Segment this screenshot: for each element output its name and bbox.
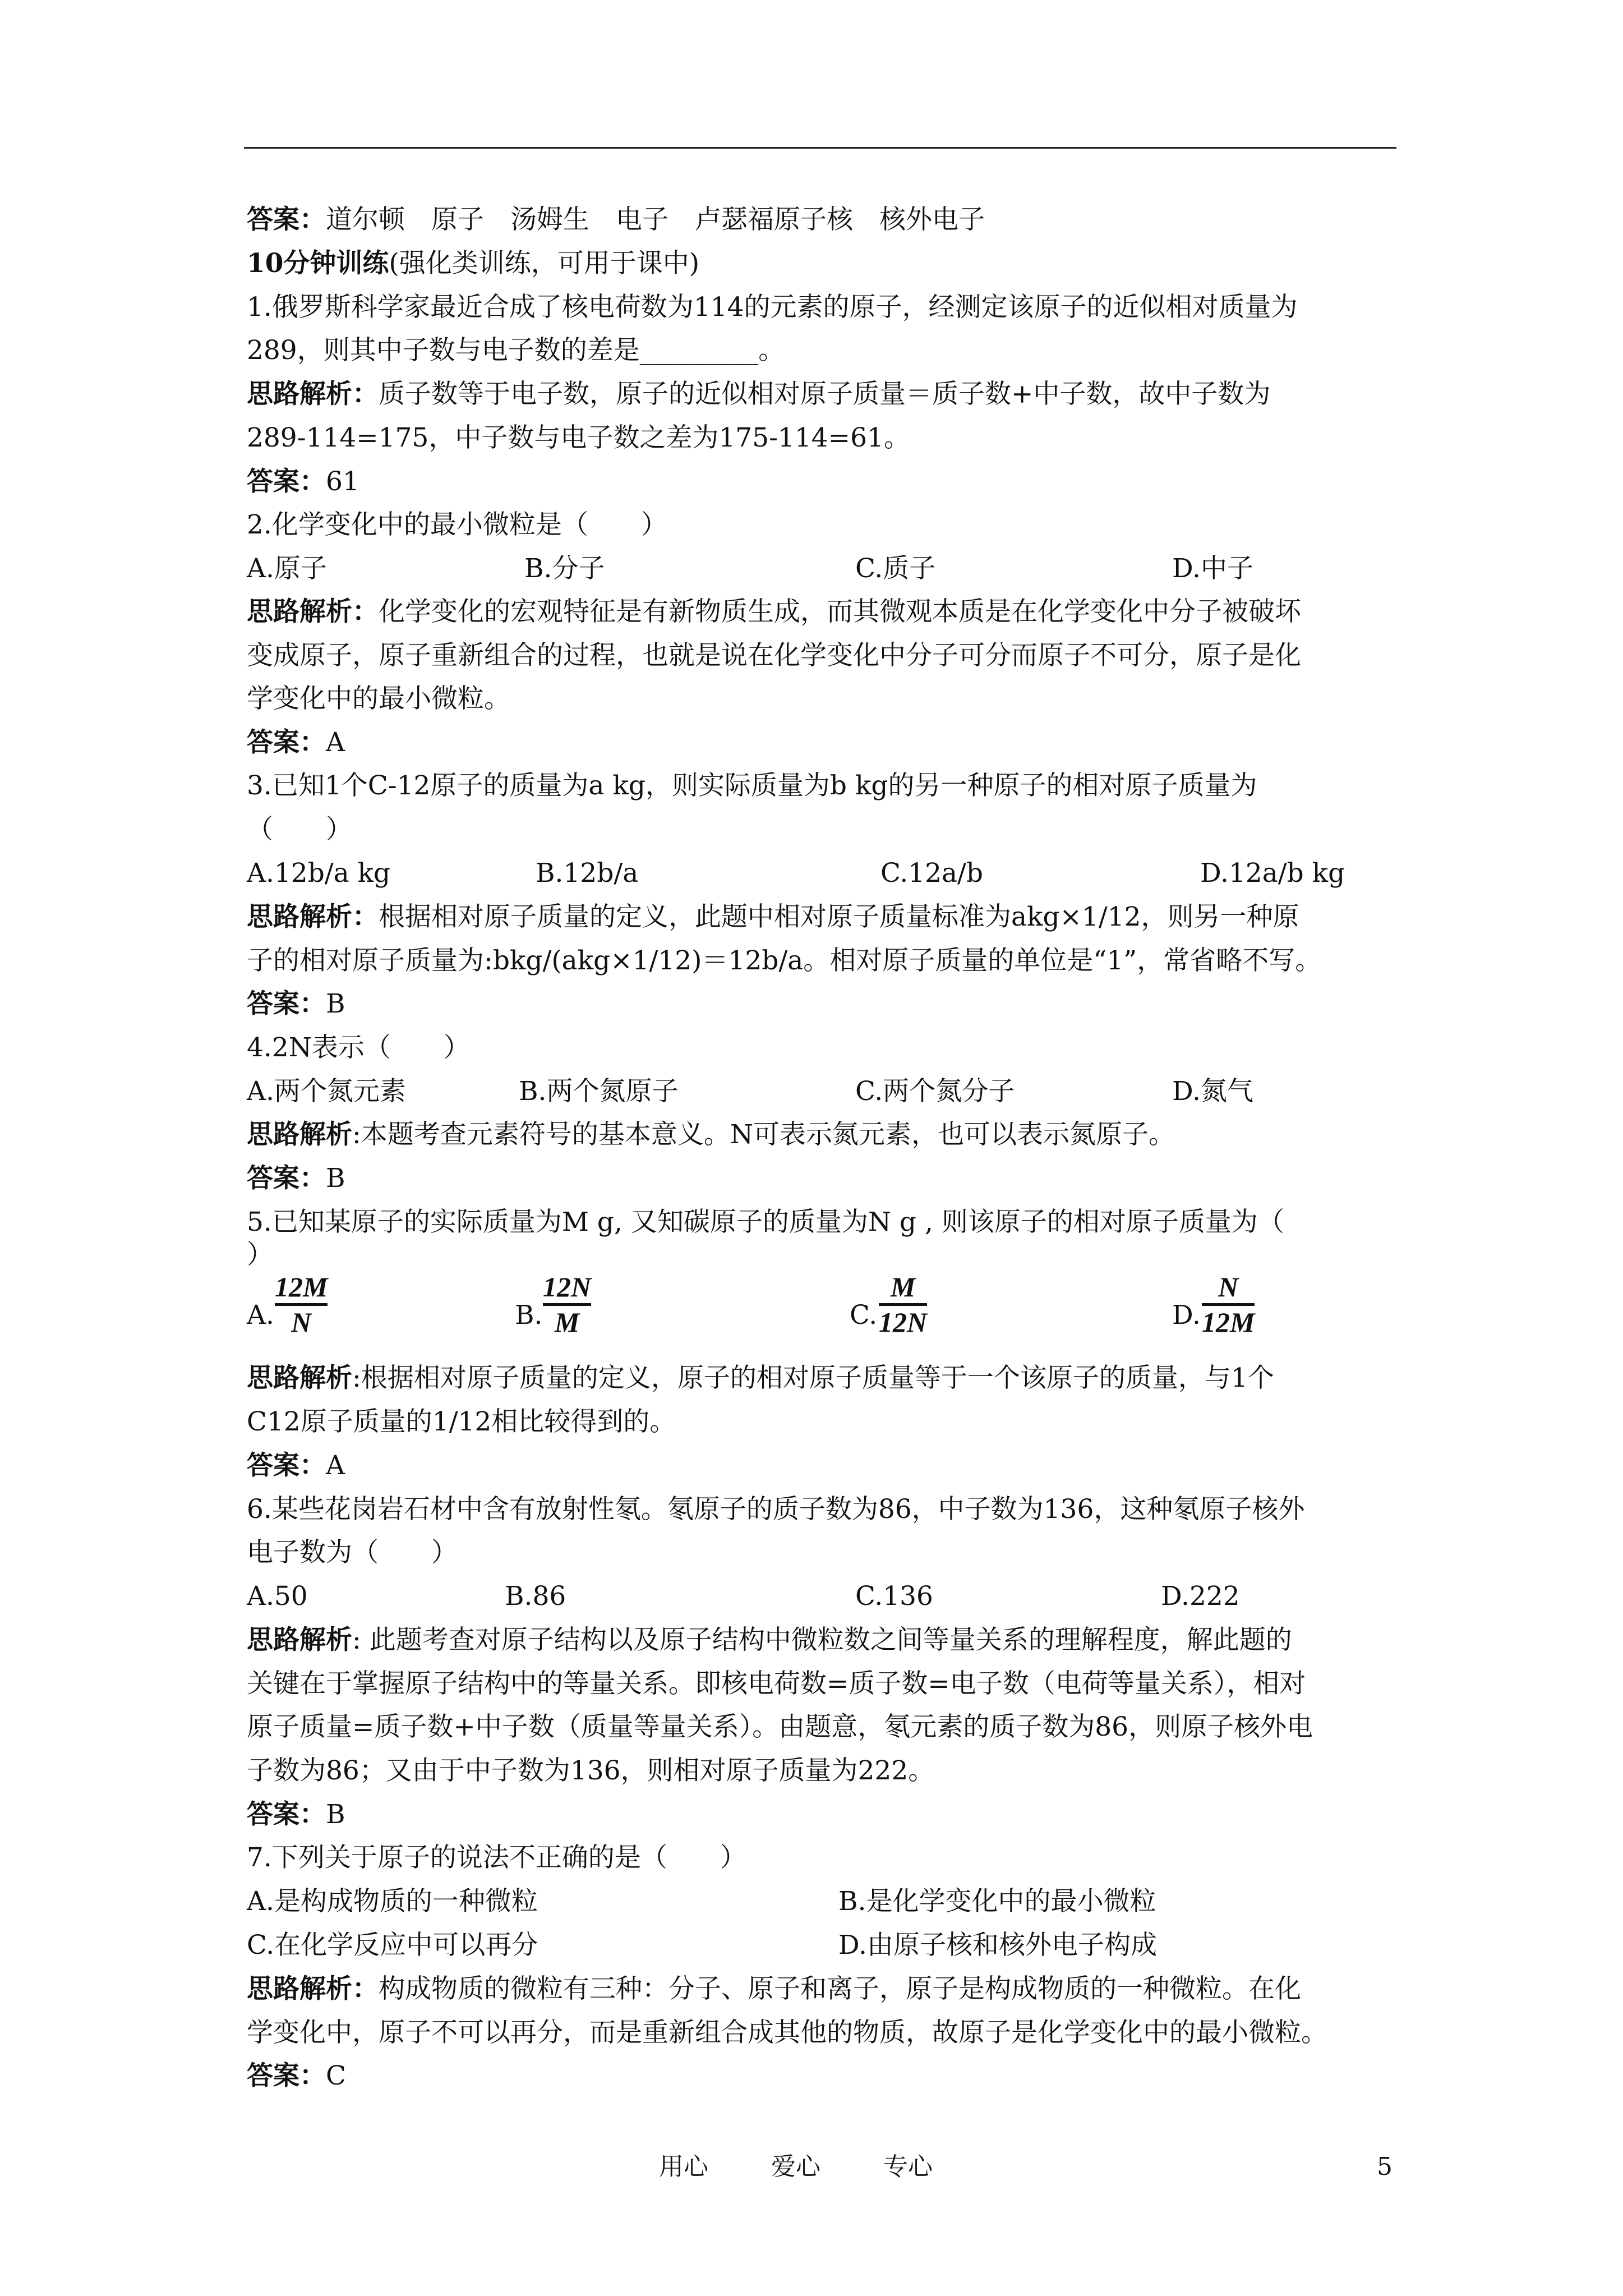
q7-option-b: B.是化学变化中的最小微粒 bbox=[838, 1886, 1156, 1917]
q2-option-c: C.质子 bbox=[855, 553, 936, 584]
q5-option-c-fraction bbox=[879, 1272, 927, 1337]
footer-word-1: 用心 bbox=[659, 2152, 708, 2181]
q3-analysis-2: 子的相对原子质量为:bkg/(akg×1/12)＝12b/a。相对原子质量的单位是“1”，常省略不写。 bbox=[247, 945, 1322, 976]
fraction-numerator: N bbox=[1218, 1271, 1239, 1303]
q7-analysis: 思路解析：构成物质的微粒有三种：分子、原子和离子，原子是构成物质的一种微粒。在化 bbox=[247, 1973, 1301, 2004]
q5-line-1: 5.已知某原子的实际质量为M g, 又知碳原子的质量为N g , 则该原子的相对原子质量为（ bbox=[247, 1207, 1284, 1237]
q1-analysis: 思路解析：质子数等于电子数，原子的近似相对原子质量＝质子数+中子数，故中子数为 bbox=[247, 379, 1271, 409]
q5-option-a-label: A. bbox=[247, 1300, 274, 1331]
q4-option-d: D.氮气 bbox=[1172, 1076, 1253, 1107]
q7-option-d: D.由原子核和核外电子构成 bbox=[838, 1930, 1157, 1961]
q3-analysis: 思路解析：根据相对原子质量的定义，此题中相对原子质量标准为akg×1/12，则另一种原 bbox=[247, 901, 1299, 932]
q7-option-c: C.在化学反应中可以再分 bbox=[247, 1930, 538, 1961]
section-title: 10分钟训练(强化类训练，可用于课中) bbox=[247, 248, 700, 279]
q5-answer: 答案：A bbox=[247, 1450, 345, 1481]
q6-analysis-3: 原子质量=质子数+中子数（质量等量关系）。由题意，氡元素的质子数为86，则原子核外电 bbox=[247, 1711, 1313, 1742]
fraction-numerator: 12N bbox=[543, 1271, 592, 1303]
q2-option-b: B.分子 bbox=[524, 553, 605, 584]
q3-option-c: C.12a/b bbox=[880, 858, 983, 889]
q5-option-b-fraction bbox=[543, 1272, 591, 1337]
fraction-denominator: M bbox=[554, 1306, 580, 1338]
q5-option-c-label: C. bbox=[850, 1300, 878, 1331]
q6-option-b: B.86 bbox=[505, 1581, 566, 1612]
q5-analysis: 思路解析:根据相对原子质量的定义，原子的相对原子质量等于一个该原子的质量，与1个 bbox=[247, 1363, 1274, 1393]
footer-word-2: 爱心 bbox=[771, 2152, 820, 2181]
fraction-denominator: 12M bbox=[1202, 1306, 1255, 1338]
q2-stem: 2.化学变化中的最小微粒是（ ） bbox=[247, 509, 667, 540]
q6-option-d: D.222 bbox=[1161, 1581, 1240, 1612]
q3-line-2: （ ） bbox=[247, 814, 352, 845]
q3-line-1: 3.已知1个C-12原子的质量为a kg，则实际质量为b kg的另一种原子的相对原子质量为 bbox=[247, 770, 1257, 801]
q4-option-b: B.两个氮原子 bbox=[519, 1076, 679, 1107]
q6-option-c: C.136 bbox=[855, 1581, 933, 1612]
q4-analysis: 思路解析:本题考查元素符号的基本意义。N可表示氮元素，也可以表示氮原子。 bbox=[247, 1119, 1175, 1150]
q5-option-d-fraction bbox=[1202, 1272, 1255, 1337]
q6-analysis-4: 子数为86；又由于中子数为136，则相对原子质量为222。 bbox=[247, 1755, 935, 1786]
q3-option-b: B.12b/a bbox=[536, 858, 639, 889]
fraction-bar bbox=[275, 1303, 328, 1306]
q6-analysis-2: 关键在于掌握原子结构中的等量关系。即核电荷数=质子数=电子数（电荷等量关系），相对 bbox=[247, 1668, 1306, 1699]
q2-analysis-3: 学变化中的最小微粒。 bbox=[247, 683, 510, 714]
q5-option-b-label: B. bbox=[515, 1300, 543, 1331]
q6-line-1: 6.某些花岗岩石材中含有放射性氡。氡原子的质子数为86，中子数为136，这种氡原子核外 bbox=[247, 1494, 1305, 1525]
q2-option-d: D.中子 bbox=[1172, 553, 1253, 584]
fraction-denominator: N bbox=[291, 1306, 312, 1338]
q6-answer: 答案：B bbox=[247, 1799, 345, 1830]
q3-option-a: A.12b/a kg bbox=[247, 858, 391, 889]
q5-analysis-2: C12原子质量的1/12相比较得到的。 bbox=[247, 1406, 676, 1437]
q3-option-d: D.12a/b kg bbox=[1200, 858, 1345, 889]
q1-answer: 答案：61 bbox=[247, 466, 359, 497]
fraction-bar bbox=[1202, 1303, 1255, 1306]
q7-option-a: A.是构成物质的一种微粒 bbox=[247, 1886, 538, 1917]
q2-answer: 答案：A bbox=[247, 727, 345, 758]
q4-option-c: C.两个氮分子 bbox=[855, 1076, 1015, 1107]
q5-option-d-label: D. bbox=[1172, 1300, 1201, 1331]
q1-line-2: 289，则其中子数与电子数的差是_________。 bbox=[247, 335, 785, 366]
q6-option-a: A.50 bbox=[247, 1581, 308, 1612]
fraction-bar bbox=[879, 1303, 927, 1306]
fraction-denominator: 12N bbox=[879, 1306, 928, 1338]
q5-option-a-fraction bbox=[275, 1272, 328, 1337]
q2-analysis-2: 变成原子，原子重新组合的过程，也就是说在化学变化中分子可分而原子不可分，原子是化 bbox=[247, 640, 1301, 671]
fraction-numerator: M bbox=[890, 1271, 916, 1303]
q1-analysis-2: 289-114=175，中子数与电子数之差为175-114=61。 bbox=[247, 422, 910, 453]
q4-stem: 4.2N表示（ ） bbox=[247, 1032, 470, 1063]
page-number: 5 bbox=[1377, 2152, 1393, 2181]
q4-option-a: A.两个氮元素 bbox=[247, 1076, 406, 1107]
q5-line-2: ） bbox=[247, 1239, 273, 1270]
fraction-numerator: 12M bbox=[275, 1271, 328, 1303]
q7-stem: 7.下列关于原子的说法不正确的是（ ） bbox=[247, 1842, 746, 1873]
q7-answer: 答案：C bbox=[247, 2060, 346, 2091]
q1-line-1: 1.俄罗斯科学家最近合成了核电荷数为114的元素的原子，经测定该原子的近似相对质量为 bbox=[247, 292, 1298, 323]
q2-option-a: A.原子 bbox=[247, 553, 327, 584]
header-rule bbox=[244, 147, 1396, 149]
header-answer: 答案：道尔顿 原子 汤姆生 电子 卢瑟福原子核 核外电子 bbox=[247, 204, 985, 235]
q7-analysis-2: 学变化中，原子不可以再分，而是重新组合成其他的物质，故原子是化学变化中的最小微粒。 bbox=[247, 2017, 1327, 2048]
footer-word-3: 专心 bbox=[883, 2152, 933, 2181]
q4-answer: 答案：B bbox=[247, 1163, 345, 1194]
q6-analysis: 思路解析: 此题考查对原子结构以及原子结构中微粒数之间等量关系的理解程度，解此题的 bbox=[247, 1625, 1292, 1655]
q2-analysis: 思路解析：化学变化的宏观特征是有新物质生成，而其微观本质是在化学变化中分子被破坏 bbox=[247, 596, 1301, 627]
q6-line-2: 电子数为（ ） bbox=[247, 1537, 458, 1568]
fraction-bar bbox=[543, 1303, 591, 1306]
q3-answer: 答案：B bbox=[247, 988, 345, 1019]
